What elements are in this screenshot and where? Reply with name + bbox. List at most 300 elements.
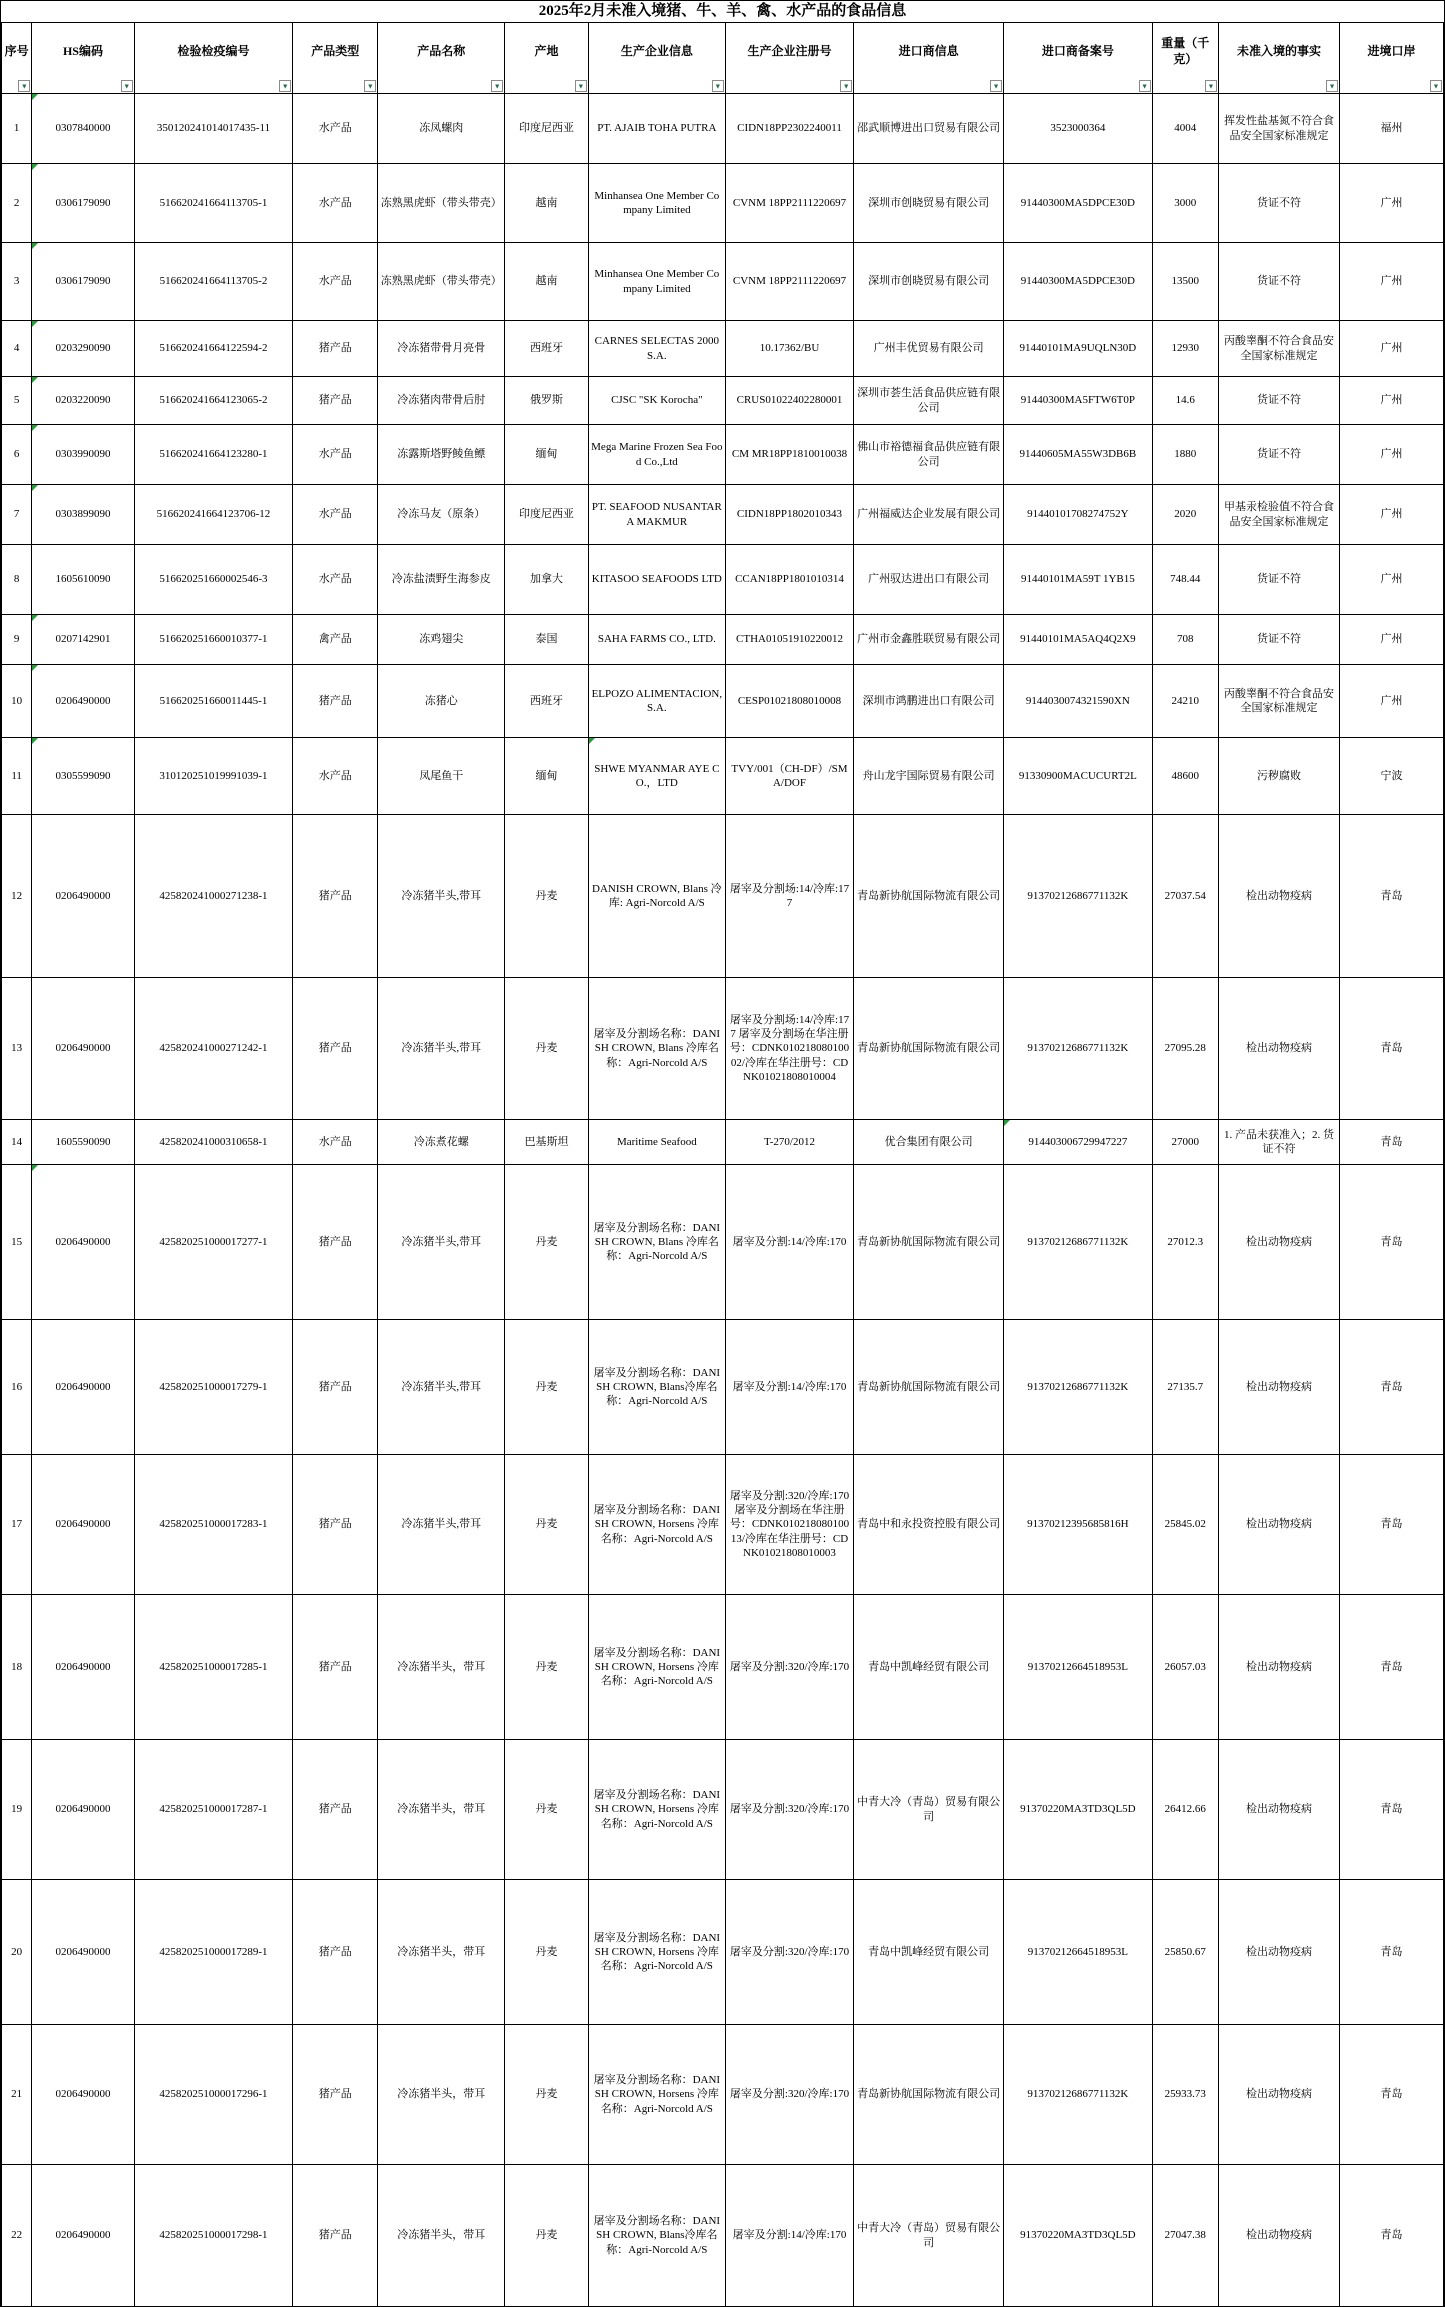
cell-weight	[1152, 665, 1218, 738]
cell-text: 屠宰及分割场:14/冷库:177 屠宰及分割场在华注册号：CDNK01021808010002/冷库在华注册号：CDNK01021808010004	[729, 1014, 850, 1083]
cell-text: 冷冻猪带骨月亮骨	[397, 342, 486, 355]
cell-reg	[725, 665, 853, 738]
cell-text: 91370212686771132K	[1027, 1380, 1129, 1393]
cell-text: 0305599090	[55, 769, 111, 782]
cell-text: 丹麦	[535, 1660, 558, 1673]
cell-text: 广州驭达进出口有限公司	[868, 573, 990, 586]
cell-text: 冻猪心	[424, 694, 458, 707]
cell-text: 26412.66	[1164, 1803, 1206, 1816]
filter-button[interactable]	[1139, 80, 1151, 92]
cell-text: 冷冻马友（原条）	[397, 508, 486, 521]
cell-type	[293, 2025, 378, 2165]
cell-text: 青岛新协航国际物流有限公司	[857, 1042, 1001, 1055]
cell-hs	[32, 665, 134, 738]
cell-record	[1004, 1120, 1153, 1165]
table-row	[2, 978, 1444, 1120]
cell-origin	[505, 321, 589, 377]
cell-hs	[32, 1320, 134, 1455]
cell-text: 91440101708274752Y	[1027, 508, 1129, 521]
filter-button[interactable]	[1205, 80, 1217, 92]
cell-text: 舟山龙宇国际贸易有限公司	[862, 769, 995, 782]
cell-text: 丹麦	[535, 1518, 558, 1531]
cell-text: 广州福威达企业发展有限公司	[857, 508, 1001, 521]
cell-text: 0206490000	[55, 2088, 111, 2101]
cell-text: 优合集团有限公司	[884, 1135, 973, 1148]
cell-text: 0306179090	[55, 196, 111, 209]
cell-text: 泰国	[535, 633, 558, 646]
cell-cert	[134, 243, 293, 321]
cell-text: 425820251000017283-1	[159, 1518, 268, 1531]
cell-text: 青岛中凯峰经贸有限公司	[868, 1945, 990, 1958]
cell-hs	[32, 1455, 134, 1595]
cell-text: 516620251660010377-1	[159, 633, 268, 646]
cell-reg	[725, 94, 853, 164]
cell-text: 425820251000017296-1	[159, 2088, 268, 2101]
header-reason	[1218, 23, 1339, 94]
cell-text: 青岛	[1380, 1380, 1403, 1393]
filter-button[interactable]	[840, 80, 852, 92]
cell-text: 91440101MA9UQLN30D	[1019, 342, 1137, 355]
cell-text: 0203290090	[55, 342, 111, 355]
cell-text: 丹麦	[535, 889, 558, 902]
cell-hs	[32, 1120, 134, 1165]
cell-record	[1004, 2165, 1153, 2307]
cell-text: 9	[13, 633, 20, 646]
cell-text: 91440300MA5DPCE30D	[1020, 196, 1136, 209]
cell-no	[2, 377, 32, 425]
cell-text: 冻熟黑虎虾（带头带壳）	[380, 275, 502, 288]
filter-arrow-icon: ▼	[1207, 82, 1215, 90]
cell-text: 屠宰及分割场名称：DANISH CROWN, Horsens 冷库名称：Agri-Norcold A/S	[593, 1504, 721, 1545]
cell-text: TVY/001（CH-DF）/SMA/DOF	[731, 762, 848, 789]
cell-text: 西班牙	[530, 342, 564, 355]
cell-text: 26057.03	[1164, 1660, 1206, 1673]
filter-arrow-icon: ▼	[577, 82, 585, 90]
cell-no	[2, 2165, 32, 2307]
cell-reg	[725, 1455, 853, 1595]
comment-marker-icon	[32, 1165, 38, 1171]
cell-reason	[1218, 665, 1339, 738]
cell-cert	[134, 164, 293, 243]
cell-port	[1340, 425, 1444, 485]
cell-text: 91440300MA5DPCE30D	[1020, 275, 1136, 288]
cell-weight	[1152, 1595, 1218, 1740]
cell-producer	[588, 377, 725, 425]
cell-type	[293, 665, 378, 738]
cell-text: 青岛	[1380, 2088, 1403, 2101]
filter-button[interactable]	[121, 80, 133, 92]
cell-text: 0303990090	[55, 448, 111, 461]
cell-no	[2, 1595, 32, 1740]
filter-button[interactable]	[712, 80, 724, 92]
cell-record	[1004, 1320, 1153, 1455]
cell-text: 猪产品	[318, 1803, 352, 1816]
header-label: 进境口岸	[1367, 43, 1416, 58]
cell-importer	[854, 665, 1004, 738]
cell-text: 914403006729947227	[1028, 1135, 1128, 1148]
table-row	[2, 164, 1444, 243]
cell-importer	[854, 243, 1004, 321]
cell-text: 冷冻猪半头，带耳	[397, 1803, 486, 1816]
cell-text: 425820251000017287-1	[159, 1803, 268, 1816]
cell-text: CVNM 18PP2111220697	[732, 275, 847, 288]
header-label: 序号	[4, 43, 29, 58]
header-cert	[134, 23, 293, 94]
cell-type	[293, 1165, 378, 1320]
cell-text: 印度尼西亚	[519, 122, 575, 135]
cell-reg	[725, 1120, 853, 1165]
cell-text: 屠宰及分割:14/冷库:170	[732, 2229, 847, 2242]
cell-text: 水产品	[318, 573, 352, 586]
cell-text: 广州市金鑫胜联贸易有限公司	[857, 633, 1001, 646]
cell-text: CESP01021808010008	[737, 694, 842, 707]
cell-text: 广州	[1380, 394, 1403, 407]
cell-port	[1340, 1740, 1444, 1880]
cell-record	[1004, 425, 1153, 485]
cell-text: 91370212395685816H	[1027, 1518, 1129, 1531]
table-row	[2, 1740, 1444, 1880]
cell-text: 708	[1177, 633, 1194, 646]
cell-text: 广州	[1380, 694, 1403, 707]
cell-importer	[854, 1165, 1004, 1320]
cell-cert	[134, 2025, 293, 2165]
cell-reg	[725, 615, 853, 665]
cell-text: 猪产品	[318, 1945, 352, 1958]
cell-text: 丹麦	[535, 2229, 558, 2242]
cell-text: 516620241664123706-12	[156, 508, 271, 521]
cell-text: 27000	[1171, 1135, 1200, 1148]
cell-producer	[588, 1320, 725, 1455]
cell-text: 0206490000	[55, 1235, 111, 1248]
cell-name	[378, 1880, 505, 2025]
cell-importer	[854, 738, 1004, 815]
cell-text: 越南	[535, 275, 558, 288]
cell-origin	[505, 2025, 589, 2165]
cell-reg	[725, 243, 853, 321]
cell-reason	[1218, 377, 1339, 425]
cell-text: 0307840000	[55, 122, 111, 135]
cell-weight	[1152, 425, 1218, 485]
cell-name	[378, 1740, 505, 1880]
cell-text: Mega Marine Frozen Sea Food Co.,Ltd	[591, 441, 723, 468]
cell-reg	[725, 485, 853, 545]
cell-no	[2, 978, 32, 1120]
cell-producer	[588, 2025, 725, 2165]
cell-text: 425820241000310658-1	[159, 1135, 268, 1148]
cell-port	[1340, 738, 1444, 815]
cell-no	[2, 545, 32, 615]
cell-text: 检出动物疫病	[1246, 889, 1313, 902]
cell-text: 广州	[1380, 196, 1403, 209]
cell-text: 水产品	[318, 448, 352, 461]
cell-reason	[1218, 1740, 1339, 1880]
filter-button[interactable]	[990, 80, 1002, 92]
cell-text: 425820251000017289-1	[159, 1945, 268, 1958]
cell-weight	[1152, 1120, 1218, 1165]
cell-text: 屠宰及分割:320/冷库:170	[729, 1803, 850, 1816]
cell-origin	[505, 978, 589, 1120]
comment-marker-icon	[589, 738, 595, 744]
cell-hs	[32, 2025, 134, 2165]
cell-text: 加拿大	[530, 573, 564, 586]
table-row	[2, 243, 1444, 321]
cell-producer	[588, 1880, 725, 2025]
table-row	[2, 377, 1444, 425]
cell-port	[1340, 1120, 1444, 1165]
cell-text: CRUS01022402280001	[736, 394, 843, 407]
table-row	[2, 1120, 1444, 1165]
cell-reason	[1218, 94, 1339, 164]
header-type	[293, 23, 378, 94]
cell-text: 猪产品	[318, 342, 352, 355]
header-port	[1340, 23, 1444, 94]
cell-text: CTHA01051910220012	[736, 633, 843, 646]
cell-text: 0203220090	[55, 394, 111, 407]
cell-text: 广州丰优贸易有限公司	[873, 342, 984, 355]
table-row	[2, 2025, 1444, 2165]
cell-record	[1004, 615, 1153, 665]
cell-text: 冷冻猪半头,带耳	[401, 1380, 482, 1393]
cell-text: 516620251660002546-3	[159, 573, 268, 586]
cell-record	[1004, 1455, 1153, 1595]
cell-text: 冷冻猪半头，带耳	[397, 1660, 486, 1673]
cell-weight	[1152, 243, 1218, 321]
comment-marker-icon	[32, 377, 38, 383]
cell-port	[1340, 545, 1444, 615]
cell-record	[1004, 738, 1153, 815]
comment-marker-icon	[32, 164, 38, 170]
cell-port	[1340, 978, 1444, 1120]
cell-text: 货证不符	[1257, 394, 1302, 407]
cell-name	[378, 377, 505, 425]
cell-hs	[32, 485, 134, 545]
cell-producer	[588, 615, 725, 665]
table-row	[2, 1455, 1444, 1595]
cell-text: 宁波	[1380, 769, 1403, 782]
cell-text: 0206490000	[55, 1042, 111, 1055]
cell-no	[2, 1455, 32, 1595]
cell-name	[378, 485, 505, 545]
cell-hs	[32, 545, 134, 615]
cell-port	[1340, 94, 1444, 164]
cell-producer	[588, 1455, 725, 1595]
cell-importer	[854, 1320, 1004, 1455]
header-label: 检验检疫编号	[177, 43, 250, 58]
cell-type	[293, 978, 378, 1120]
cell-text: 91370212664518953L	[1027, 1660, 1128, 1673]
cell-text: 0206490000	[55, 1518, 111, 1531]
cell-type	[293, 1595, 378, 1740]
cell-no	[2, 615, 32, 665]
cell-text: 检出动物疫病	[1246, 1042, 1313, 1055]
cell-text: 中青大冷（青岛）贸易有限公司	[857, 2222, 1001, 2249]
cell-text: 425820251000017279-1	[159, 1380, 268, 1393]
cell-reason	[1218, 243, 1339, 321]
cell-text: 9144030074321590XN	[1025, 694, 1130, 707]
cell-cert	[134, 815, 293, 978]
table-row	[2, 738, 1444, 815]
header-importer	[854, 23, 1004, 94]
cell-weight	[1152, 1880, 1218, 2025]
cell-record	[1004, 321, 1153, 377]
cell-cert	[134, 94, 293, 164]
cell-text: 检出动物疫病	[1246, 1803, 1313, 1816]
cell-text: 检出动物疫病	[1246, 2088, 1313, 2101]
cell-reg	[725, 1880, 853, 2025]
cell-text: Minhansea One Member Company Limited	[594, 268, 720, 295]
cell-text: 16	[11, 1380, 23, 1393]
cell-record	[1004, 164, 1153, 243]
cell-text: 516620241664113705-1	[159, 196, 268, 209]
filter-button[interactable]	[364, 80, 376, 92]
cell-hs	[32, 738, 134, 815]
filter-arrow-icon: ▼	[842, 82, 850, 90]
cell-text: 0206490000	[55, 1380, 111, 1393]
filter-button[interactable]	[1326, 80, 1338, 92]
cell-producer	[588, 738, 725, 815]
cell-text: 屠宰及分割:320/冷库:170	[729, 1945, 850, 1958]
cell-text: 13	[11, 1042, 23, 1055]
cell-producer	[588, 665, 725, 738]
cell-text: CVNM 18PP2111220697	[732, 196, 847, 209]
cell-text: 丹麦	[535, 2088, 558, 2101]
cell-importer	[854, 94, 1004, 164]
header-label: 生产企业信息	[620, 43, 693, 58]
header-label: HS编码	[62, 43, 103, 58]
cell-text: 516620241664123280-1	[159, 448, 268, 461]
filter-button[interactable]	[279, 80, 291, 92]
cell-text: 青岛	[1380, 1135, 1403, 1148]
cell-cert	[134, 665, 293, 738]
cell-text: 屠宰及分割场名称：DANISH CROWN, Horsens 冷库名称：Agri-Norcold A/S	[593, 1646, 721, 1688]
cell-text: 猪产品	[318, 1660, 352, 1673]
cell-name	[378, 615, 505, 665]
comment-marker-icon	[32, 665, 38, 671]
cell-text: 印度尼西亚	[519, 508, 575, 521]
cell-text: 冷冻猪半头,带耳	[401, 889, 482, 902]
cell-text: 91440101MA59T 1YB15	[1020, 573, 1135, 586]
cell-text: 检出动物疫病	[1246, 1235, 1313, 1248]
cell-text: 屠宰及分割:320/冷库:170 屠宰及分割场在华注册号：CDNK01021808010013/冷库在华注册号：CDNK01021808010003	[729, 1490, 850, 1559]
cell-origin	[505, 425, 589, 485]
cell-hs	[32, 615, 134, 665]
cell-producer	[588, 164, 725, 243]
cell-text: 邵武顺博进出口贸易有限公司	[857, 122, 1001, 135]
cell-text: 青岛中和永投资控股有限公司	[857, 1518, 1001, 1531]
cell-origin	[505, 164, 589, 243]
cell-text: 丹麦	[535, 1380, 558, 1393]
cell-reason	[1218, 425, 1339, 485]
cell-name	[378, 1165, 505, 1320]
cell-cert	[134, 615, 293, 665]
cell-text: 8	[13, 573, 20, 586]
cell-record	[1004, 665, 1153, 738]
cell-reg	[725, 321, 853, 377]
cell-text: 516620241664122594-2	[159, 342, 268, 355]
cell-text: 5	[13, 394, 20, 407]
cell-text: 检出动物疫病	[1246, 1518, 1313, 1531]
header-origin	[505, 23, 589, 94]
cell-type	[293, 615, 378, 665]
cell-name	[378, 738, 505, 815]
cell-text: 冷冻煮花螺	[413, 1135, 469, 1148]
cell-text: 屠宰及分割:14/冷库:170	[732, 1380, 847, 1393]
cell-producer	[588, 1740, 725, 1880]
cell-hs	[32, 2165, 134, 2307]
comment-marker-icon	[32, 321, 38, 327]
cell-text: 屠宰及分割场名称：DANISH CROWN, Blans 冷库名称：Agri-Norcold A/S	[593, 1221, 721, 1263]
cell-reg	[725, 545, 853, 615]
comment-marker-icon	[32, 243, 38, 249]
filter-button[interactable]	[491, 80, 503, 92]
cell-text: 青岛	[1380, 2229, 1403, 2242]
cell-text: 屠宰及分割:320/冷库:170	[729, 1660, 850, 1673]
cell-text: 屠宰及分割场名称：DANISH CROWN, Blans 冷库名称：Agri-Norcold A/S	[593, 1028, 721, 1069]
cell-text: 水产品	[318, 122, 352, 135]
filter-button[interactable]	[575, 80, 587, 92]
cell-reason	[1218, 615, 1339, 665]
cell-record	[1004, 94, 1153, 164]
cell-text: SAHA FARMS CO., LTD.	[597, 633, 716, 646]
cell-reason	[1218, 738, 1339, 815]
cell-text: 91370220MA3TD3QL5D	[1020, 1803, 1136, 1816]
table-row	[2, 815, 1444, 978]
cell-origin	[505, 1120, 589, 1165]
cell-type	[293, 425, 378, 485]
filter-button[interactable]	[1430, 80, 1442, 92]
cell-origin	[505, 738, 589, 815]
cell-text: 0303899090	[55, 508, 111, 521]
cell-text: 0206490000	[55, 2229, 111, 2242]
cell-reg	[725, 164, 853, 243]
filter-button[interactable]	[18, 80, 30, 92]
cell-importer	[854, 485, 1004, 545]
cell-type	[293, 1320, 378, 1455]
cell-weight	[1152, 815, 1218, 978]
table-row	[2, 1320, 1444, 1455]
cell-text: 佛山市裕德福食品供应链有限公司	[857, 441, 1001, 468]
cell-cert	[134, 1120, 293, 1165]
cell-text: PT. AJAIB TOHA PUTRA	[597, 122, 717, 135]
cell-reason	[1218, 485, 1339, 545]
cell-text: 1605590090	[55, 1135, 111, 1148]
cell-text: 俄罗斯	[530, 394, 564, 407]
cell-port	[1340, 1880, 1444, 2025]
cell-record	[1004, 1880, 1153, 2025]
cell-no	[2, 1740, 32, 1880]
cell-text: 18	[11, 1660, 23, 1673]
cell-text: T-270/2012	[764, 1135, 815, 1148]
cell-port	[1340, 1595, 1444, 1740]
cell-text: 猪产品	[318, 1042, 352, 1055]
cell-origin	[505, 1165, 589, 1320]
cell-reason	[1218, 2165, 1339, 2307]
cell-text: 猪产品	[318, 394, 352, 407]
cell-text: 14	[11, 1135, 23, 1148]
cell-importer	[854, 164, 1004, 243]
cell-text: CIDN18PP2302240011	[737, 122, 842, 135]
cell-cert	[134, 1455, 293, 1595]
cell-text: 水产品	[318, 508, 352, 521]
cell-type	[293, 164, 378, 243]
cell-text: 27047.38	[1164, 2229, 1206, 2242]
cell-weight	[1152, 164, 1218, 243]
cell-importer	[854, 1120, 1004, 1165]
cell-type	[293, 1880, 378, 2025]
cell-name	[378, 545, 505, 615]
cell-text: 425820251000017277-1	[159, 1235, 268, 1248]
cell-text: 425820251000017285-1	[159, 1660, 268, 1673]
